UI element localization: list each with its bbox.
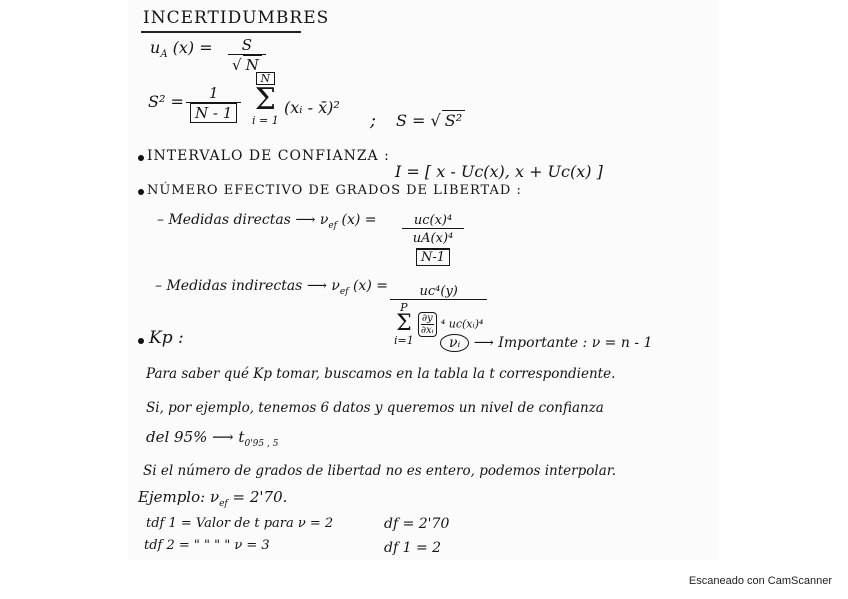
direct-argument: (x) =	[341, 212, 377, 228]
example-label: Ejemplo: ν	[138, 488, 220, 506]
df1-value: df 1 = 2	[384, 540, 442, 556]
ua-fraction: $\frac{S}{√ N}$	[228, 36, 266, 74]
ua-argument: (x) =	[172, 38, 213, 57]
kp-line-3-text: del 95% ⟶ t	[146, 428, 245, 446]
dof-label: NÚMERO EFECTIVO DE GRADOS DE LIBERTAD :	[147, 183, 522, 198]
indirect-sum-upper: P	[400, 301, 408, 314]
indirect-partial-top: ∂y	[421, 312, 433, 324]
kp-line-3	[146, 428, 278, 449]
direct-subscript: ef	[328, 220, 338, 231]
s2-sum: N Σ i = 1	[252, 72, 279, 127]
s-radicand: S²	[442, 110, 465, 130]
kp-line-1: Para saber qué Kp tomar, buscamos en la tabla la t correspondiente.	[146, 366, 616, 382]
kp-line-4: Si el número de grados de libertad no es entero, podemos interpolar.	[143, 463, 617, 479]
nu-i-circled: νᵢ	[440, 334, 469, 352]
indirect-partial-bottom: ∂xᵢ	[420, 324, 434, 336]
example-subscript: ef	[219, 499, 228, 509]
equation-s2-lhs: S² =	[148, 92, 184, 111]
indirect-fraction: uc⁴(y) P Σ i=1 $\frac{\partial y}{\text{∂xᵢ}}$ ⁴ uc(xᵢ)⁴	[390, 284, 487, 346]
direct-fraction	[402, 213, 464, 266]
equation-ua	[150, 38, 213, 60]
s-lhs: S =	[396, 111, 426, 130]
s2-term: (xᵢ - x̄)²	[284, 98, 340, 117]
kp-line-3-subscript: 0'95 , 5	[244, 439, 279, 449]
ua-symbol: u	[150, 38, 161, 57]
ua-subscript: A	[160, 49, 168, 61]
s2-numerator: 1	[208, 84, 219, 102]
indirect-numerator: uc⁴(y)	[419, 284, 458, 299]
s2-denominator: N - 1	[190, 103, 237, 123]
example-value: = 2'70.	[232, 488, 288, 506]
s2-sum-lower: i = 1	[252, 114, 279, 127]
s2-sum-upper: N	[256, 72, 276, 85]
ua-numerator: S	[241, 36, 252, 54]
indirect-subscript: ef	[339, 286, 349, 297]
td1-line: tdf 1 = Valor de t para ν = 2	[146, 516, 334, 531]
indirect-label	[155, 278, 388, 297]
indirect-note-text: ⟶ Importante : ν = n - 1	[473, 335, 653, 351]
bullet-dof	[138, 189, 144, 195]
ua-denominator: N	[243, 55, 262, 74]
direct-numerator: uc(x)⁴	[413, 213, 453, 228]
interval-equation: I = [ x - Uc(x), x + Uc(x) ]	[395, 162, 603, 181]
kp-label: Kp :	[149, 328, 184, 348]
direct-label	[157, 212, 376, 231]
indirect-sum-lower: i=1	[394, 334, 414, 347]
kp-line-2: Si, por ejemplo, tenemos 6 datos y queremos un nivel de confianza	[146, 400, 604, 416]
page-title: INCERTIDUMBRES	[143, 8, 330, 28]
example-line	[138, 488, 287, 509]
direct-denominator-top: uA(x)⁴	[412, 231, 454, 246]
indirect-argument: (x) =	[352, 278, 388, 294]
s2-separator: ;	[370, 110, 377, 131]
s2-fraction	[186, 84, 241, 123]
bullet-kp	[138, 338, 144, 344]
td2-line: tdf 2 = " " " " ν = 3	[144, 538, 270, 553]
title-underline	[141, 31, 301, 33]
bullet-interval	[138, 155, 144, 161]
indirect-note	[440, 334, 652, 352]
indirect-text: – Medidas indirectas ⟶ ν	[155, 278, 340, 294]
s-equation: S = √ S²	[396, 110, 465, 130]
df-value: df = 2'70	[384, 516, 450, 532]
direct-text: – Medidas directas ⟶ ν	[157, 212, 329, 228]
direct-denominator-bottom: N-1	[416, 249, 450, 266]
scanner-watermark: Escaneado con CamScanner	[688, 575, 832, 587]
indirect-term-rest: ⁴ uc(xᵢ)⁴	[440, 317, 484, 331]
interval-label: INTERVALO DE CONFIANZA :	[147, 148, 390, 164]
